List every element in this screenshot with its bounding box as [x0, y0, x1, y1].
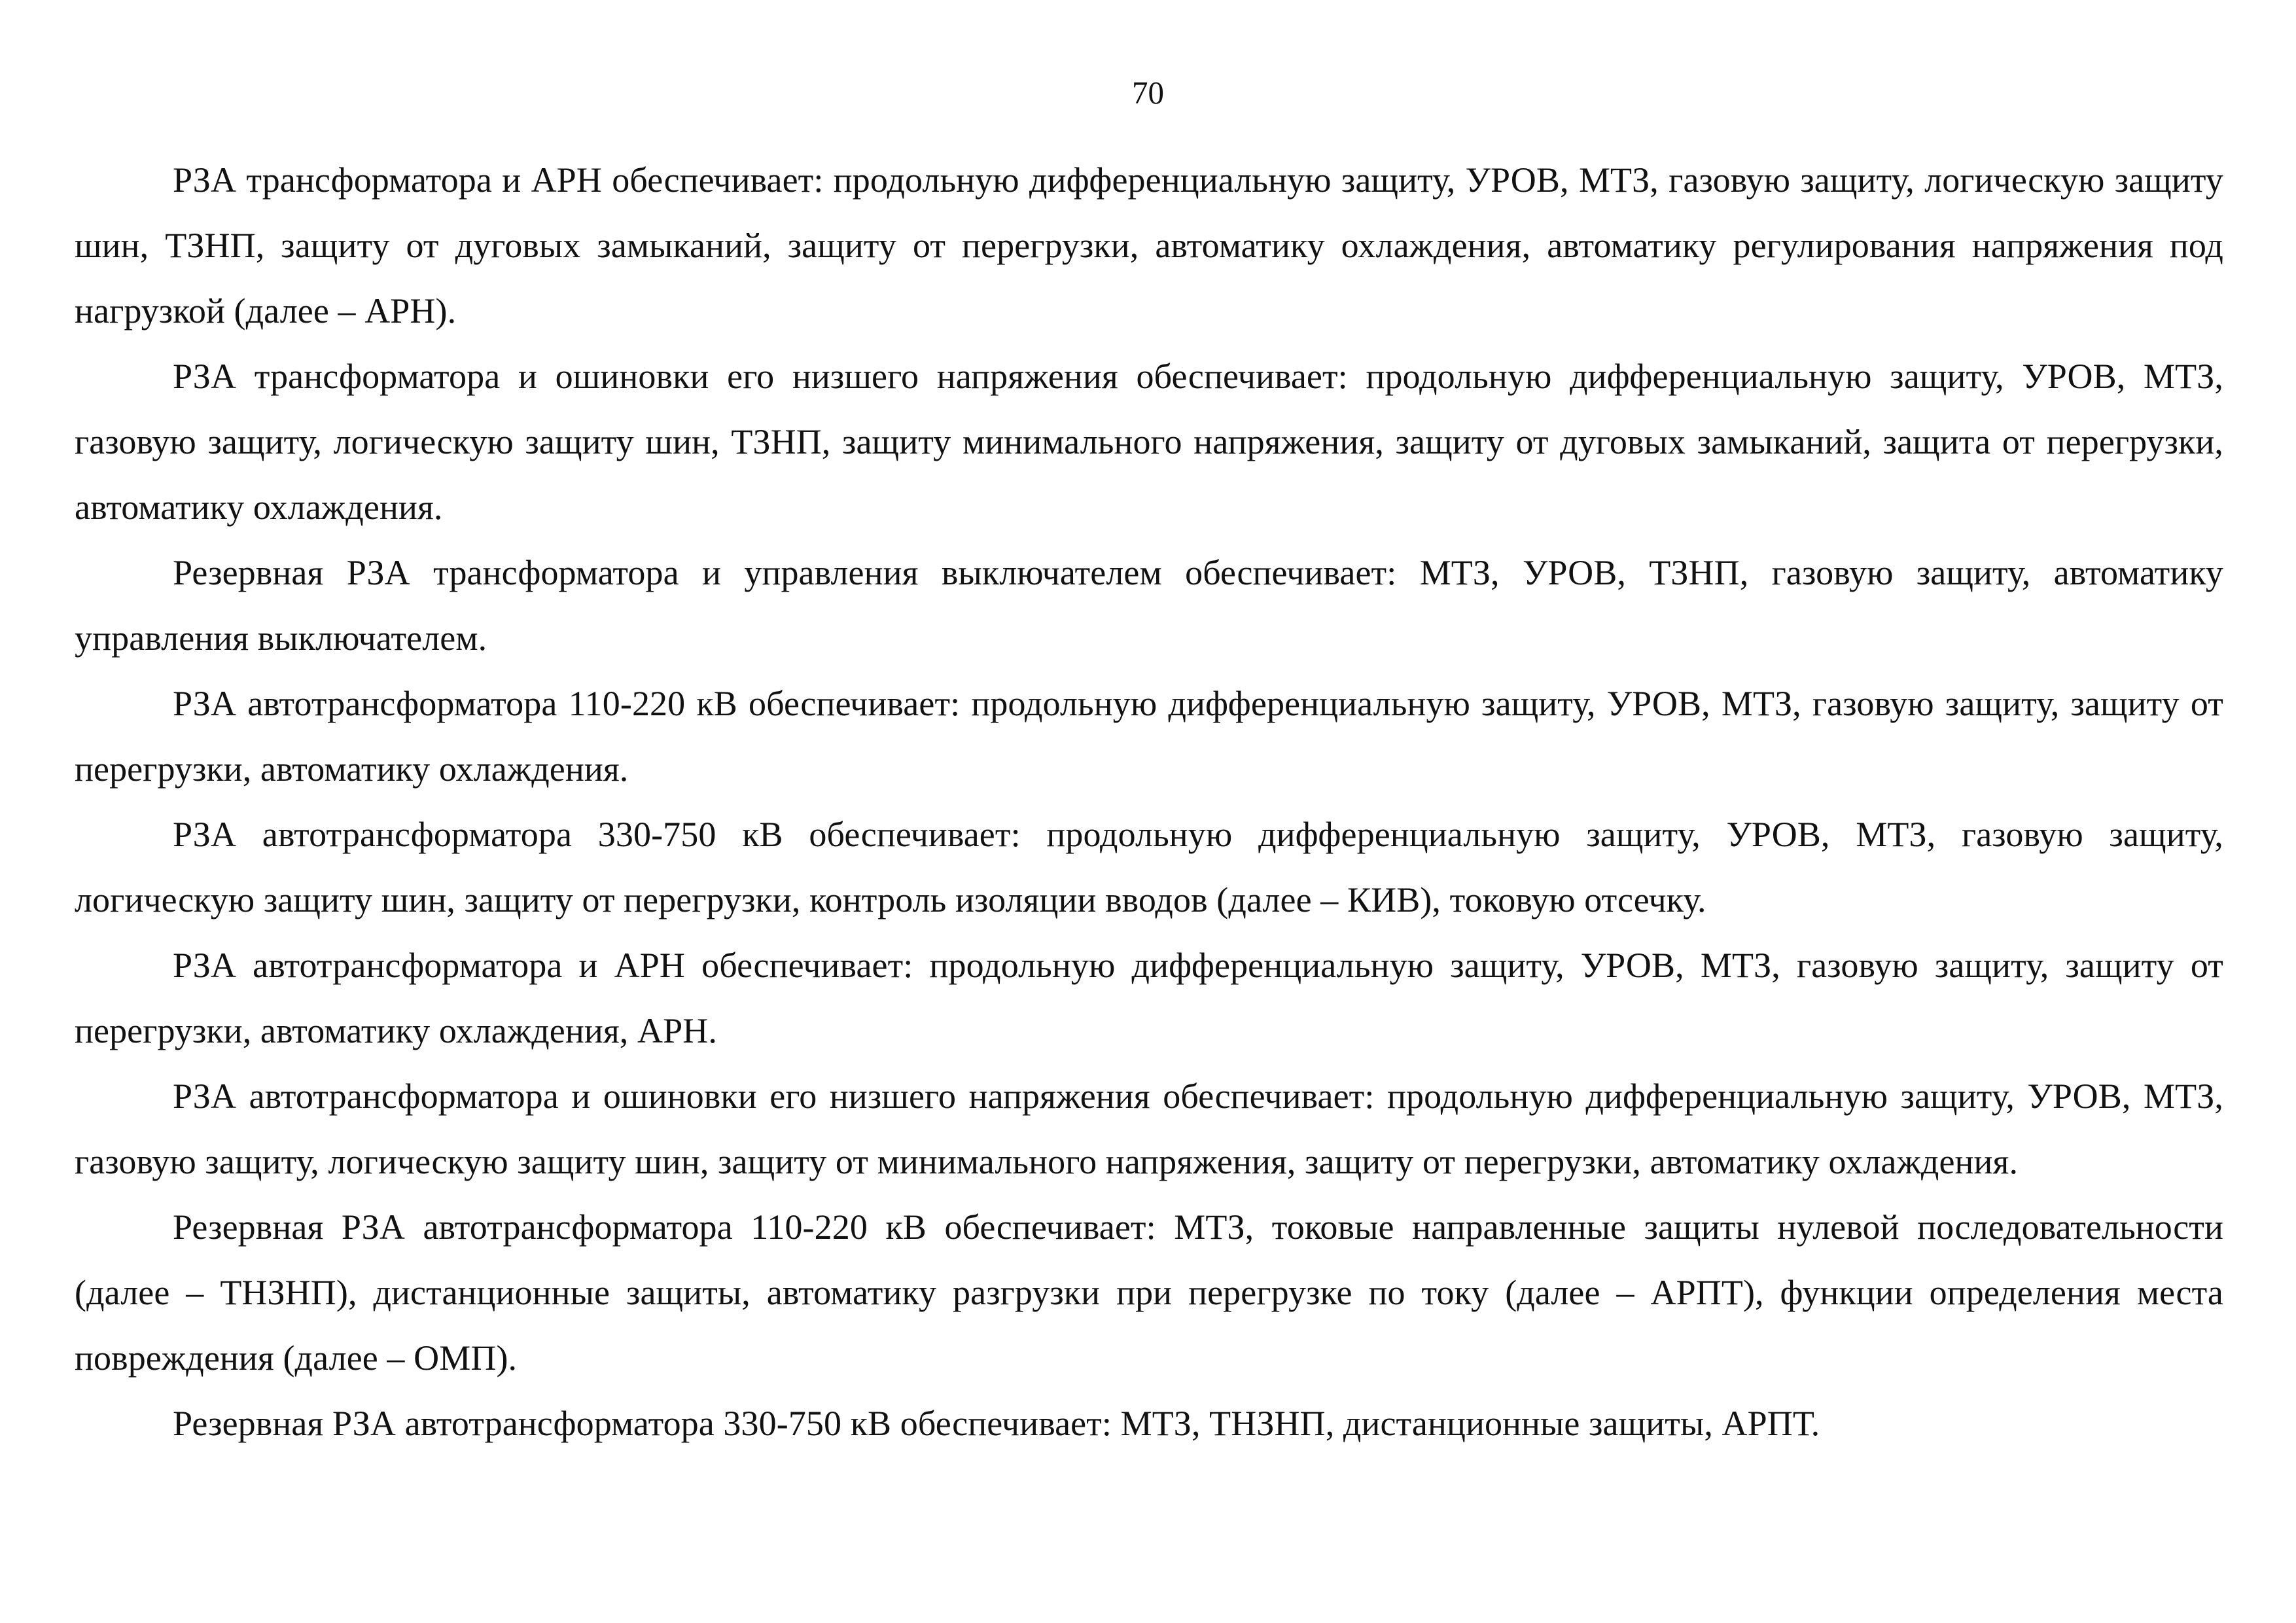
paragraph-reserve-rza-transformer-breaker: Резервная РЗА трансформатора и управления выключателем обеспечивает: МТЗ, УРОВ, ТЗНП, газовую защиту, автоматику управления выключателем.	[75, 553, 2223, 658]
paragraph-rza-autotransformer-arn: РЗА автотрансформатора и АРН обеспечивает: продольную дифференциальную защиту, УРОВ, МТЗ, газовую защиту, защиту от перегрузки, автоматику охлаждения, АРН.	[75, 946, 2223, 1050]
page-number: 70	[1132, 75, 1164, 111]
paragraph-rza-autotransformer-busbar: РЗА автотрансформатора и ошиновки его низшего напряжения обеспечивает: продольную дифференциальную защиту, УРОВ, МТЗ, газовую защиту, логическую защиту шин, защиту от минимального напряжения, защиту от перегрузки, автоматику охлаждения.	[75, 1077, 2223, 1181]
document-body	[75, 147, 2223, 1456]
paragraph-reserve-rza-autotransformer-110-220: Резервная РЗА автотрансформатора 110-220 кВ обеспечивает: МТЗ, токовые направленные защиты нулевой последовательности (далее – ТНЗНП), дистанционные защиты, автоматику разгрузки при перегрузке по току (далее – АРПТ), функции определения места повреждения (далее – ОМП).	[75, 1207, 2223, 1378]
paragraph-rza-autotransformer-110-220: РЗА автотрансформатора 110-220 кВ обеспечивает: продольную дифференциальную защиту, УРОВ, МТЗ, газовую защиту, защиту от перегрузки, автоматику охлаждения.	[75, 684, 2223, 789]
paragraph-rza-transformer-arn: РЗА трансформатора и АРН обеспечивает: продольную дифференциальную защиту, УРОВ, МТЗ, газовую защиту, логическую защиту шин, ТЗНП, защиту от дуговых замыканий, защиту от перегрузки, автоматику охлаждения, автоматику регулирования напряжения под нагрузкой (далее – АРН).	[75, 160, 2223, 330]
paragraph-rza-autotransformer-330-750: РЗА автотрансформатора 330-750 кВ обеспечивает: продольную дифференциальную защиту, УРОВ, МТЗ, газовую защиту, логическую защиту шин, защиту от перегрузки, контроль изоляции вводов (далее – КИВ), токовую отсечку.	[75, 815, 2223, 919]
paragraph-reserve-rza-autotransformer-330-750: Резервная РЗА автотрансформатора 330-750 кВ обеспечивает: МТЗ, ТНЗНП, дистанционные защиты, АРПТ.	[173, 1404, 1820, 1443]
paragraph-rza-transformer-busbar: РЗА трансформатора и ошиновки его низшего напряжения обеспечивает: продольную дифференциальную защиту, УРОВ, МТЗ, газовую защиту, логическую защиту шин, ТЗНП, защиту минимального напряжения, защиту от дуговых замыканий, защита от перегрузки, автоматику охлаждения.	[75, 357, 2223, 527]
